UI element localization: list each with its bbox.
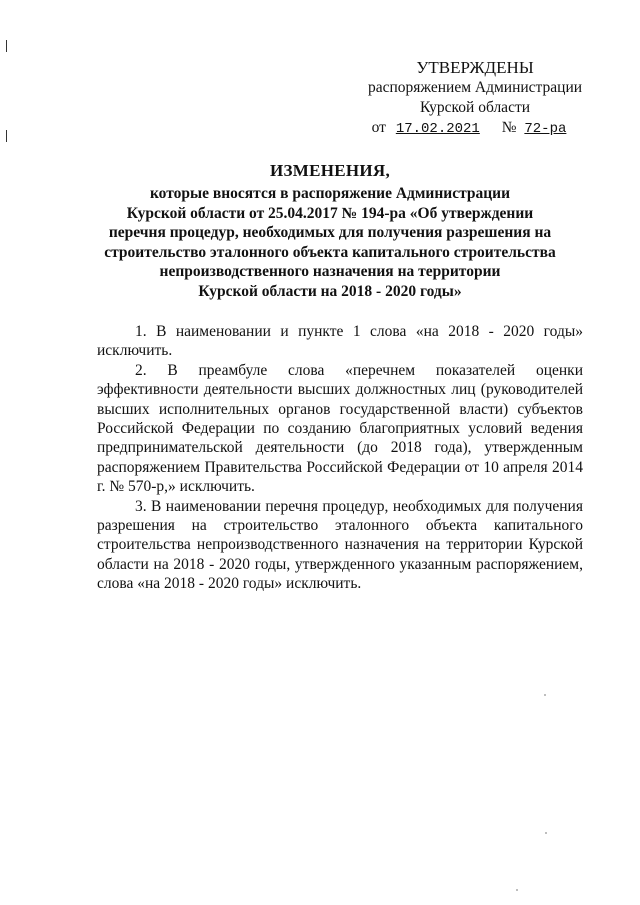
heading-line: которые вносятся в распоряжение Администрации	[149, 185, 511, 202]
heading-line: Курской области на 2018 - 2020 годы»	[198, 282, 462, 300]
approval-date: 17.02.2021	[395, 121, 480, 137]
scan-edge-mark	[6, 40, 7, 52]
approval-number: 72-ра	[524, 121, 567, 137]
document-heading	[60, 160, 600, 301]
item-1: 1. В наименовании и пункте 1 слова «на 2018 - 2020 годы» исключить.	[97, 323, 583, 360]
approval-date-line	[360, 118, 590, 139]
approval-stamp	[360, 58, 590, 139]
approval-title: УТВЕРЖДЕНЫ	[416, 58, 534, 77]
heading-line: Курской области от 25.04.2017 № 194-ра «Об утверждении	[126, 204, 534, 222]
approval-line-2: Курской области	[419, 99, 531, 116]
heading-line: перечня процедур, необходимых для получения разрешения на	[108, 224, 552, 241]
date-prefix: от	[371, 119, 386, 136]
document-title: ИЗМЕНЕНИЯ,	[269, 161, 391, 180]
number-prefix: №	[501, 119, 517, 136]
heading-line: непроизводственного назначения на территории	[159, 263, 501, 280]
scan-dot	[544, 694, 546, 696]
scan-dot	[516, 889, 518, 891]
item-3: 3. В наименовании перечня процедур, необходимых для получения разрешения на строительство эталонного объекта капитального строительства непроизводственного назначения на территории Курской области на 2018 - 2020 годы, утвержденного указанным распоряжением, слова «на 2018 - 2020 годы» исключить.	[97, 497, 583, 593]
heading-line: строительство эталонного объекта капитального строительства	[104, 243, 556, 261]
approval-line-1: распоряжением Администрации	[367, 79, 583, 96]
document-body	[97, 322, 583, 594]
scan-edge-mark	[6, 130, 7, 142]
item-2: 2. В преамбуле слова «перечнем показателей оценки эффективности деятельности высших должностных лиц (руководителей высших исполнительных органов государственной власти) субъектов Российской Федерации по созданию благоприятных условий ведения предпринимательской деятельности (до 2018 года), утвержденным распоряжением Правительства Российской Федерации от 10 апреля 2014 г. № 570-р,» исключить.	[97, 361, 583, 496]
scan-dot	[545, 832, 547, 834]
